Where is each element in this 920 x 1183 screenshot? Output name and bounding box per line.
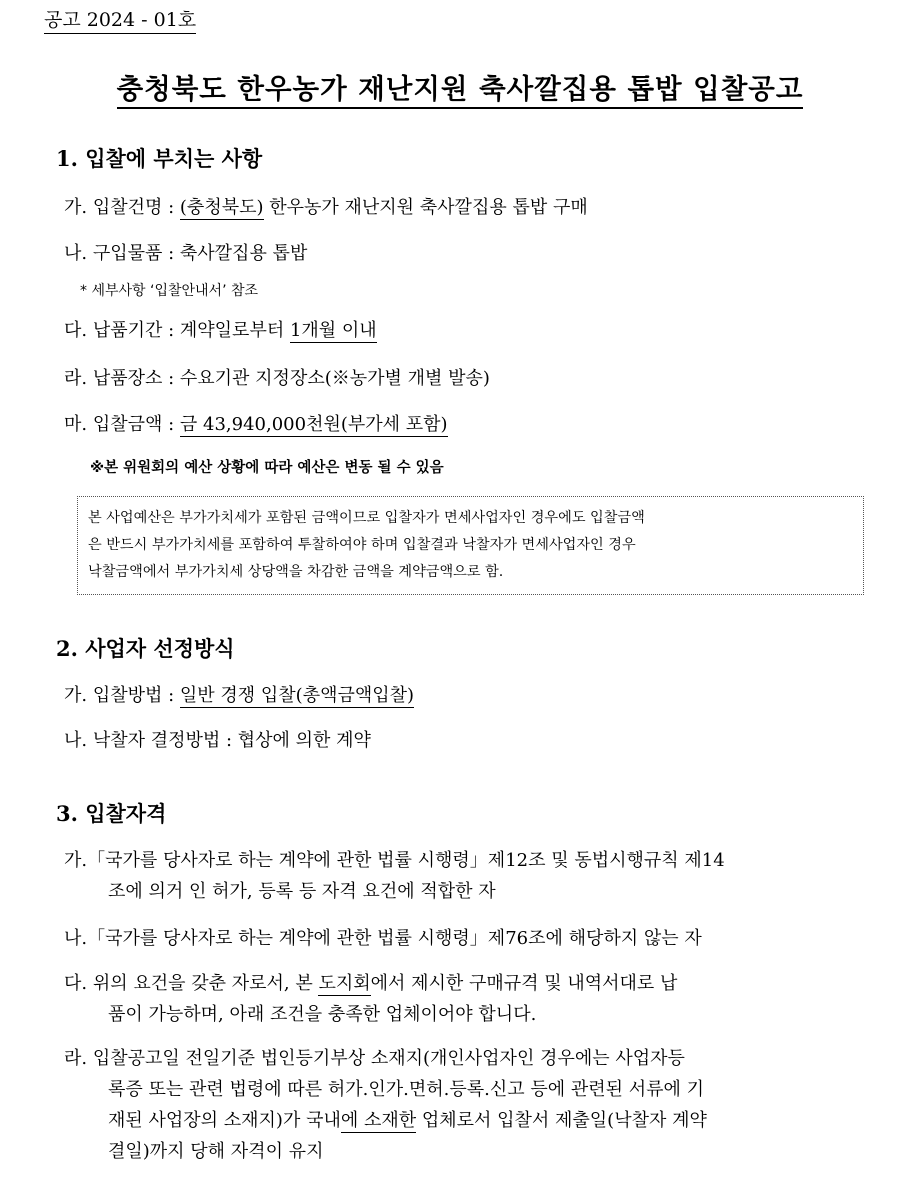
section2-item-ga-label: 가. 입찰방법 : <box>64 685 180 706</box>
section3-item-ga-line1: 가.「국가를 당사자로 하는 계약에 관한 법률 시행령」제12조 및 동법시행규칙 제14 <box>64 850 725 871</box>
section3-item-ra-line4: 결일)까지 당해 자격이 유지 <box>108 1141 324 1162</box>
section2-item-ga-underlined: 일반 경쟁 입찰(총액금액입찰) <box>179 685 415 706</box>
section1-item-da <box>64 318 377 344</box>
page-title: 충청북도 한우농가 재난지원 축사깔집용 톱밥 입찰공고 <box>117 73 804 109</box>
section3-item-ra-line2: 록증 또는 관련 법령에 따른 허가.인가.면허.등록.신고 등에 관련된 서류에 기 <box>108 1079 705 1100</box>
section3-item-ra-underlined: 에 소재한 <box>340 1110 417 1131</box>
section1-reference-note: * 세부사항 ‘입찰안내서’ 참조 <box>80 283 259 299</box>
section1-item-ga-rest: 한우농가 재난지원 축사깔집용 톱밥 구매 <box>263 197 588 218</box>
section2-item-na: 나. 낙찰자 결정방법 : 협상에 의한 계약 <box>64 730 371 751</box>
section1-item-da-underlined: 1개월 이내 <box>289 320 377 341</box>
section1-item-ga <box>64 195 588 221</box>
section1-item-ga-underlined: (충청북도) <box>179 197 264 218</box>
section3-item-ga <box>64 845 879 907</box>
section1-item-ga-label: 가. 입찰건명 : <box>64 197 180 218</box>
section1-item-ma-underlined: 금 43,940,000천원(부가세 포함) <box>179 414 448 435</box>
section3-item-da-pre: 다. 위의 요건을 갖춘 자로서, 본 <box>64 973 319 994</box>
section3-item-ra-post: 업체로서 입찰서 제출일(낙찰자 계약 <box>416 1110 707 1131</box>
section2-heading: 2. 사업자 선정방식 <box>56 636 235 661</box>
budget-notice-line: 은 반드시 부가가치세를 포함하여 투찰하여야 하며 입찰결과 낙찰자가 면세사업자인 경우 <box>88 537 636 553</box>
section3-item-na-text: 나.「국가를 당사자로 하는 계약에 관한 법률 시행령」제76조에 해당하지 않는 자 <box>64 928 702 949</box>
section3-heading: 3. 입찰자격 <box>56 801 167 826</box>
notice-number: 공고 2024 - 01호 <box>44 8 196 34</box>
section3-item-na <box>64 923 879 954</box>
budget-notice-box <box>77 496 864 595</box>
section3-item-ra-pre: 재된 사업장의 소재지)가 국내 <box>108 1110 341 1131</box>
page-title-wrapper <box>0 66 920 106</box>
section3-item-da-line1 <box>64 968 879 999</box>
section3-item-ra-line3 <box>64 1105 879 1136</box>
section1-item-ma <box>64 412 448 438</box>
section1-item-ma-label: 마. 입찰금액 : <box>64 414 180 435</box>
section3-item-da <box>64 968 879 1030</box>
section1-item-na: 나. 구입물품 : 축사깔집용 톱밥 <box>64 243 308 264</box>
budget-notice-line: 본 사업예산은 부가가치세가 포함된 금액이므로 입찰자가 면세사업자인 경우에도 입찰금액 <box>88 510 645 526</box>
section3-item-da-underlined: 도지회 <box>318 973 371 994</box>
budget-notice-line: 낙찰금액에서 부가가치세 상당액을 차감한 금액을 계약금액으로 함. <box>88 564 504 580</box>
section3-item-ra-line1: 라. 입찰공고일 전일기준 법인등기부상 소재지(개인사업자인 경우에는 사업자등 <box>64 1048 685 1069</box>
section3-item-ra <box>64 1043 879 1167</box>
section2-item-ga <box>64 683 414 709</box>
section1-heading: 1. 입찰에 부치는 사항 <box>56 146 263 171</box>
section3-item-ga-line2: 조에 의거 인 허가, 등록 등 자격 요건에 적합한 자 <box>108 881 496 902</box>
budget-change-note: ※본 위원회의 예산 상황에 따라 예산은 변동 될 수 있음 <box>90 460 444 476</box>
section3-item-da-line2: 품이 가능하며, 아래 조건을 충족한 업체이어야 합니다. <box>108 1004 537 1025</box>
section1-item-da-label: 다. 납품기간 : 계약일로부터 <box>64 320 290 341</box>
section1-item-ra: 라. 납품장소 : 수요기관 지정장소(※농가별 개별 발송) <box>64 368 490 389</box>
section3-item-da-post: 에서 제시한 구매규격 및 내역서대로 납 <box>370 973 678 994</box>
